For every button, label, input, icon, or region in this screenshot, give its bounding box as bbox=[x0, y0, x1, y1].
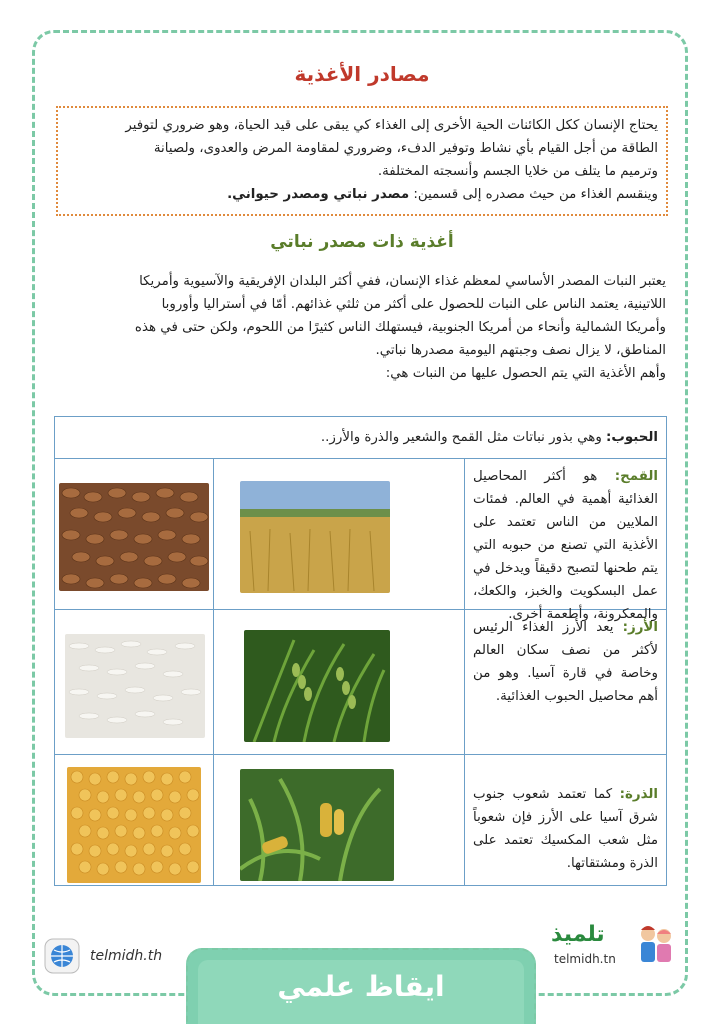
rice-description: يعد الأرز الغذاء الرئيس لأكثر من نصف سكان العالم وخاصة في قارة آسيا. وهو من أهم محاصيل الحبوب الغذائية. bbox=[473, 620, 658, 704]
paragraph-line: اللاتينية، يعتمد الناس على النبات للحصول على أكثر من ثلثي غذائهم. أمّا في أستراليا وأوروبا bbox=[161, 297, 666, 312]
rice-plant-cell bbox=[213, 610, 464, 754]
corn-name: الذرة: bbox=[619, 787, 658, 802]
footer-url-left[interactable]: telmidh.th bbox=[90, 948, 163, 964]
page-title: مصادر الأغذية bbox=[294, 62, 430, 86]
wheat-text-cell bbox=[464, 459, 666, 622]
intro-line: وترميم ما يتلف من خلايا الجسم وأنسجته المختلفة. bbox=[377, 164, 658, 179]
table-header-text: وهي بذور نباتات مثل القمح والشعير والذرة والأرز.. bbox=[320, 430, 607, 445]
table-row-rice bbox=[55, 610, 666, 755]
rice-grain-image bbox=[65, 634, 205, 738]
table-header bbox=[55, 417, 666, 459]
wheat-description: هو أكثر المحاصيل الغذائية أهمية في العالم. فمئات الملايين من الناس تعتمد على الأغذية التي تصنع من حبوبه التي يتم طحنها لتصبح دقيقاً ويدخل في عمل البسكويت والخبز، والكعك، والمعكرونة، وأطعمة أخرى. bbox=[473, 469, 658, 622]
wheat-name: القمح: bbox=[614, 469, 658, 484]
corn-description: كما تعتمد شعوب جنوب شرق آسيا على الأرز فإن شعوباً مثل شعب المكسيك تعتمد على الذرة ومشتقاتها. bbox=[473, 787, 658, 871]
intro-line: الطاقة من أجل القيام بأي نشاط وتوفير الدفء، وضروري لمقاومة المرض والعدوى، ولصيانة bbox=[153, 141, 658, 156]
paragraph-line: يعتبر النبات المصدر الأساسي لمعظم غذاء الإنسان، ففي أكثر البلدان الإفريقية والآسيوية وأمريكا bbox=[139, 274, 666, 289]
rice-plant-image bbox=[244, 630, 390, 742]
rice-grain-cell bbox=[55, 610, 213, 754]
brand-url[interactable]: telmidh.tn bbox=[554, 952, 616, 966]
rice-name: الأرز: bbox=[622, 620, 658, 635]
wheat-grain-image bbox=[59, 483, 209, 591]
paragraph-line: وأهم الأغذية التي يتم الحصول عليها من النبات هي: bbox=[385, 366, 666, 381]
intro-line4-bold: مصدر نباتي ومصدر حيواني. bbox=[227, 187, 410, 202]
corn-grain-image bbox=[67, 767, 201, 883]
table-row-wheat bbox=[55, 459, 666, 622]
wheat-field-image bbox=[240, 481, 390, 593]
grains-table bbox=[54, 416, 667, 886]
section-subtitle: أغذية ذات مصدر نباتي bbox=[270, 232, 454, 252]
intro-line4-start: وينقسم الغذاء من حيث مصدره إلى قسمين: bbox=[409, 187, 658, 202]
brand-name: تلميذ bbox=[551, 922, 605, 947]
table-header-label: الحبوب: bbox=[606, 430, 658, 445]
section-paragraph bbox=[62, 270, 666, 385]
corn-plant-cell bbox=[213, 755, 464, 885]
students-logo-icon bbox=[636, 922, 676, 968]
footer-banner-text: ايقاظ علمي bbox=[277, 970, 445, 1003]
intro-box bbox=[56, 106, 668, 216]
paragraph-line: المناطق، لا يزال نصف وجبتهم اليومية مصدرها نباتي. bbox=[375, 343, 666, 358]
wheat-grain-cell bbox=[55, 459, 213, 609]
globe-icon bbox=[44, 938, 80, 974]
wheat-field-cell bbox=[213, 459, 464, 609]
corn-text-cell bbox=[464, 755, 666, 885]
corn-grain-cell bbox=[55, 755, 213, 885]
corn-plant-image bbox=[240, 769, 394, 881]
intro-line: يحتاج الإنسان ككل الكائنات الحية الأخرى إلى الغذاء كي يبقى على قيد الحياة، وهو ضروري لتوفير bbox=[125, 118, 658, 133]
rice-text-cell bbox=[464, 610, 666, 754]
intro-line bbox=[66, 183, 658, 206]
paragraph-line: وأمريكا الشمالية وأنحاء من أمريكا الجنوبية، فيستهلك الناس كثيرًا من اللحوم، ولكن حتى في هذه bbox=[134, 320, 666, 335]
table-row-corn bbox=[55, 755, 666, 885]
